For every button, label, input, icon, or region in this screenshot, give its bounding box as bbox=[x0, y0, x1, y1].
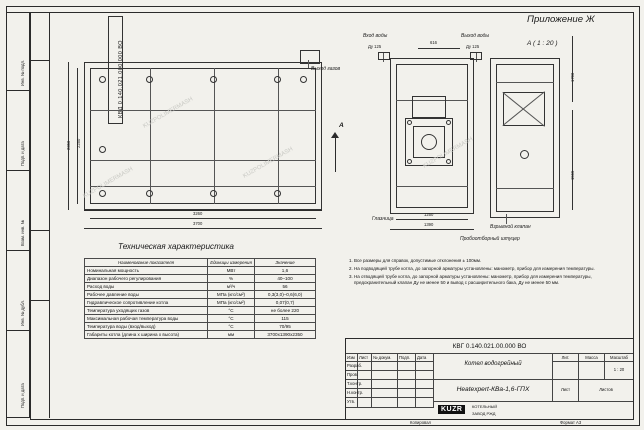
spec-cell: Номинальная мощность bbox=[85, 267, 208, 275]
gas-outlet-label: Выход газов bbox=[311, 66, 341, 72]
stamp-row-utv: Утв. bbox=[346, 398, 358, 408]
section-arrow-head bbox=[331, 132, 339, 138]
stamp-blank bbox=[398, 362, 416, 371]
stamp-scale-value: 1 : 20 bbox=[605, 362, 633, 380]
spec-header-0: Наименование показателя bbox=[85, 259, 208, 267]
spec-cell: 0,07(0,7) bbox=[255, 299, 316, 307]
dim-text-3700: 3700 bbox=[193, 221, 203, 226]
panel-line bbox=[90, 160, 316, 161]
sampling-fitting-label: Пробоотборный штуцер bbox=[460, 236, 520, 242]
stamp-blank bbox=[372, 398, 398, 408]
leader-line bbox=[308, 60, 309, 68]
stamp-blank bbox=[358, 371, 372, 380]
panel-line bbox=[90, 110, 316, 111]
bolt-icon bbox=[407, 159, 412, 164]
stamp-mass-value bbox=[579, 362, 605, 380]
margin-label-0: Инв. № подл. bbox=[20, 59, 25, 86]
spec-cell: МПа (кгс/см²) bbox=[208, 299, 255, 307]
panel-line bbox=[90, 186, 316, 187]
dim-line-2350 bbox=[68, 62, 69, 210]
spec-cell: Температура уходящих газов bbox=[85, 307, 208, 315]
spec-cell: °C bbox=[208, 323, 255, 331]
dim-line-616 bbox=[418, 48, 460, 49]
explosion-valve-label: Взрывной клапан bbox=[490, 224, 531, 230]
spec-cell: не более 220 bbox=[255, 307, 316, 315]
front-nozzle-neck bbox=[412, 96, 446, 118]
gas-outlet-duct bbox=[300, 50, 320, 64]
bolt-icon bbox=[274, 190, 281, 197]
stamp-blank bbox=[416, 362, 434, 371]
bolt-icon bbox=[99, 76, 106, 83]
company-logo: KUZR bbox=[438, 405, 465, 414]
spec-cell: % bbox=[208, 275, 255, 283]
format-label: Формат A3 bbox=[560, 420, 582, 425]
appendix-label: Приложение Ж bbox=[527, 14, 595, 25]
stamp-blank bbox=[398, 389, 416, 398]
dim-text-1390: 1390 bbox=[424, 222, 434, 227]
stamp-blank bbox=[372, 362, 398, 371]
stamp-blank bbox=[372, 371, 398, 380]
company-sub2: ЗАВОД РЖД bbox=[472, 411, 496, 416]
bolt-icon bbox=[300, 76, 307, 83]
front-panel-line bbox=[396, 186, 468, 187]
bolt-icon bbox=[210, 76, 217, 83]
water-inlet-dn: Ду 125 bbox=[368, 44, 382, 49]
dim-text-1250: 1250 bbox=[424, 212, 434, 217]
table-row bbox=[85, 291, 316, 299]
detail-panel-line bbox=[496, 188, 554, 189]
spec-header-1: Единицы измерения bbox=[208, 259, 255, 267]
copy-label: Копировал bbox=[410, 420, 431, 425]
stamp-blank bbox=[553, 402, 633, 419]
dim-line-1565 bbox=[572, 110, 573, 210]
company-sub1: КОТЕЛЬНЫЙ bbox=[472, 404, 498, 409]
spec-cell: МВт bbox=[208, 267, 255, 275]
bolt-icon bbox=[407, 120, 412, 125]
stamp-blank bbox=[372, 380, 398, 389]
note-item: 1. Все размеры для справок, допустимые отклонения ± 100мм. bbox=[354, 258, 605, 264]
panel-line bbox=[150, 68, 151, 204]
margin-divider bbox=[6, 250, 30, 251]
hatch-callout-label: Глазница bbox=[372, 216, 394, 222]
section-arrow-label: A bbox=[339, 122, 344, 129]
spec-header-2: Значение bbox=[255, 259, 316, 267]
stamp-sheet-label: Лист bbox=[553, 380, 579, 402]
dim-text-3260: 3260 bbox=[193, 211, 203, 216]
strip-divider bbox=[30, 300, 50, 301]
detail-panel-line bbox=[496, 82, 554, 83]
margin-label-2: Взам. инв. № bbox=[20, 220, 25, 246]
table-row bbox=[85, 299, 316, 307]
spec-cell: Температура воды (вход/выход) bbox=[85, 323, 208, 331]
spec-header-row bbox=[85, 259, 316, 267]
stamp-blank bbox=[416, 389, 434, 398]
stamp-col-podp: Подп. bbox=[398, 354, 416, 362]
strip-divider bbox=[30, 230, 50, 231]
stamp-blank bbox=[398, 371, 416, 380]
spec-cell: 1,6 bbox=[255, 267, 316, 275]
stamp-lit-value bbox=[553, 362, 579, 380]
stamp-blank bbox=[398, 380, 416, 389]
stamp-lit-label: Лит. bbox=[553, 354, 579, 362]
margin-divider bbox=[6, 170, 30, 171]
hatch-opening bbox=[421, 134, 437, 150]
watermark: KUZPOLIMERMASH bbox=[422, 136, 475, 170]
spec-cell: Рабочее давление воды bbox=[85, 291, 208, 299]
dim-line-1390 bbox=[390, 229, 474, 230]
dim-line-2250 bbox=[77, 68, 78, 204]
table-row bbox=[85, 307, 316, 315]
detail-view-inner bbox=[496, 64, 554, 212]
boiler-side-inner bbox=[90, 68, 316, 204]
dim-text-2350: 2350 bbox=[66, 140, 71, 150]
stamp-blank bbox=[398, 398, 416, 408]
spec-cell: 115 bbox=[255, 315, 316, 323]
spec-cell: МПа (кгс/см²) bbox=[208, 291, 255, 299]
stamp-row-nkontr: Н.контр. bbox=[346, 389, 358, 398]
notes-block bbox=[345, 258, 605, 288]
designation-vertical: КВД 0.140.021.000 000 ВО bbox=[118, 40, 124, 118]
spec-cell: 70/95 bbox=[255, 323, 316, 331]
spec-cell: мм bbox=[208, 331, 255, 339]
spec-cell: Максимальная рабочая температура воды bbox=[85, 315, 208, 323]
spec-cell: 3700х1390х2350 bbox=[255, 331, 316, 339]
stamp-row-prov: Пров. bbox=[346, 371, 358, 380]
watermark: KUZPOLIMERMASH bbox=[82, 166, 135, 200]
water-outlet-label: Выход воды bbox=[461, 33, 490, 39]
spec-cell: Габариты котла (длина х ширина х высота) bbox=[85, 331, 208, 339]
water-outlet-dn: Ду 125 bbox=[466, 44, 480, 49]
water-inlet-label: Вход воды bbox=[363, 33, 388, 39]
stamp-blank bbox=[372, 389, 398, 398]
spec-cell: Гидравлическое сопротивление котла bbox=[85, 299, 208, 307]
stamp-col-data: Дата bbox=[416, 354, 434, 362]
spec-cell: м³/ч bbox=[208, 283, 255, 291]
spec-cell: Диапазон рабочего регулирования bbox=[85, 275, 208, 283]
note-item: 2. На подводящей трубе котла, до запорной арматуры установлены: манометр, прибор для измерения температуры. bbox=[354, 266, 605, 272]
spec-title: Техническая характеристика bbox=[118, 242, 234, 251]
stamp-blank bbox=[416, 371, 434, 380]
spec-cell: 56 bbox=[255, 283, 316, 291]
spec-table bbox=[84, 258, 316, 339]
dim-line-1250 bbox=[396, 219, 468, 220]
stamp-scale-label: Масштаб bbox=[605, 354, 633, 362]
table-row bbox=[85, 323, 316, 331]
sampling-port bbox=[520, 150, 529, 159]
bolt-icon bbox=[446, 120, 451, 125]
inner-left-strip bbox=[30, 12, 50, 418]
watermark: KUZPOLIMERMASH bbox=[142, 96, 195, 130]
spec-cell: 0,3(3,0)–0,6(6,0) bbox=[255, 291, 316, 299]
stamp-product-model: Heatexpert-КВа-1,6-ГПХ bbox=[434, 380, 553, 402]
stamp-blank bbox=[416, 398, 434, 408]
table-row bbox=[85, 267, 316, 275]
dim-text-1565: 1565 bbox=[570, 170, 575, 180]
bolt-icon bbox=[146, 190, 153, 197]
bolt-icon bbox=[99, 146, 106, 153]
strip-divider bbox=[30, 60, 50, 61]
dim-line-3700 bbox=[84, 228, 322, 229]
stamp-col-list: Лист bbox=[358, 354, 372, 362]
bolt-icon bbox=[274, 76, 281, 83]
spec-cell: °C bbox=[208, 307, 255, 315]
stamp-col-izm: Изм bbox=[346, 354, 358, 362]
stamp-product-title: Котел водогрейный bbox=[434, 354, 553, 380]
title-block bbox=[345, 338, 634, 420]
bolt-icon bbox=[446, 159, 451, 164]
stamp-row-razrab: Разраб. bbox=[346, 362, 358, 371]
dim-text-1700: 1700 bbox=[570, 72, 575, 82]
spec-cell: Расход воды bbox=[85, 283, 208, 291]
margin-label-4: Подп. и дата bbox=[20, 383, 25, 408]
dim-text-2250: 2250 bbox=[76, 138, 81, 148]
panel-line bbox=[214, 68, 215, 204]
table-row bbox=[85, 283, 316, 291]
panel-line bbox=[278, 68, 279, 204]
spec-cell: °C bbox=[208, 315, 255, 323]
bolt-icon bbox=[210, 190, 217, 197]
stamp-blank bbox=[358, 398, 372, 408]
boiler-base-line bbox=[84, 210, 322, 211]
stamp-blank bbox=[358, 380, 372, 389]
margin-label-1: Подп. и дата bbox=[20, 141, 25, 166]
table-row bbox=[85, 331, 316, 339]
dim-line-1700 bbox=[572, 36, 573, 102]
spec-cell: 40–100 bbox=[255, 275, 316, 283]
water-outlet-nozzle bbox=[470, 52, 482, 60]
water-inlet-nozzle bbox=[378, 52, 390, 60]
stamp-row-tkontr: Т.контр. bbox=[346, 380, 358, 389]
stamp-designation: КВГ 0.140.021.00.000 ВО bbox=[346, 339, 633, 354]
bolt-icon bbox=[146, 76, 153, 83]
margin-divider bbox=[6, 330, 30, 331]
left-margin-column bbox=[6, 12, 30, 418]
watermark: KUZPOLIMERMASH bbox=[242, 146, 295, 180]
detail-view-label: A ( 1 : 20 ) bbox=[527, 40, 558, 47]
dim-text-616: 616 bbox=[430, 40, 437, 45]
section-arrow-line bbox=[335, 136, 336, 172]
stamp-sheets-label: Листов bbox=[579, 380, 633, 402]
table-row bbox=[85, 315, 316, 323]
stamp-col-dokum: № докум. bbox=[372, 354, 398, 362]
stamp-blank bbox=[358, 389, 372, 398]
stamp-blank bbox=[358, 362, 372, 371]
margin-label-3: Инв. № дубл. bbox=[20, 300, 25, 326]
table-row bbox=[85, 275, 316, 283]
stamp-blank bbox=[416, 380, 434, 389]
dim-line-3260 bbox=[90, 218, 316, 219]
margin-divider bbox=[6, 90, 30, 91]
stamp-mass-label: Масса bbox=[579, 354, 605, 362]
note-item: 3. На отводящей трубе котла, до запорной арматуры установлены: манометр, прибор для измерения температуры, предохранительный клапан Ду не менее 50 и вывод с расширительного бака, Ду не менее 50 мм. bbox=[354, 274, 605, 286]
leader-line bbox=[506, 214, 507, 224]
